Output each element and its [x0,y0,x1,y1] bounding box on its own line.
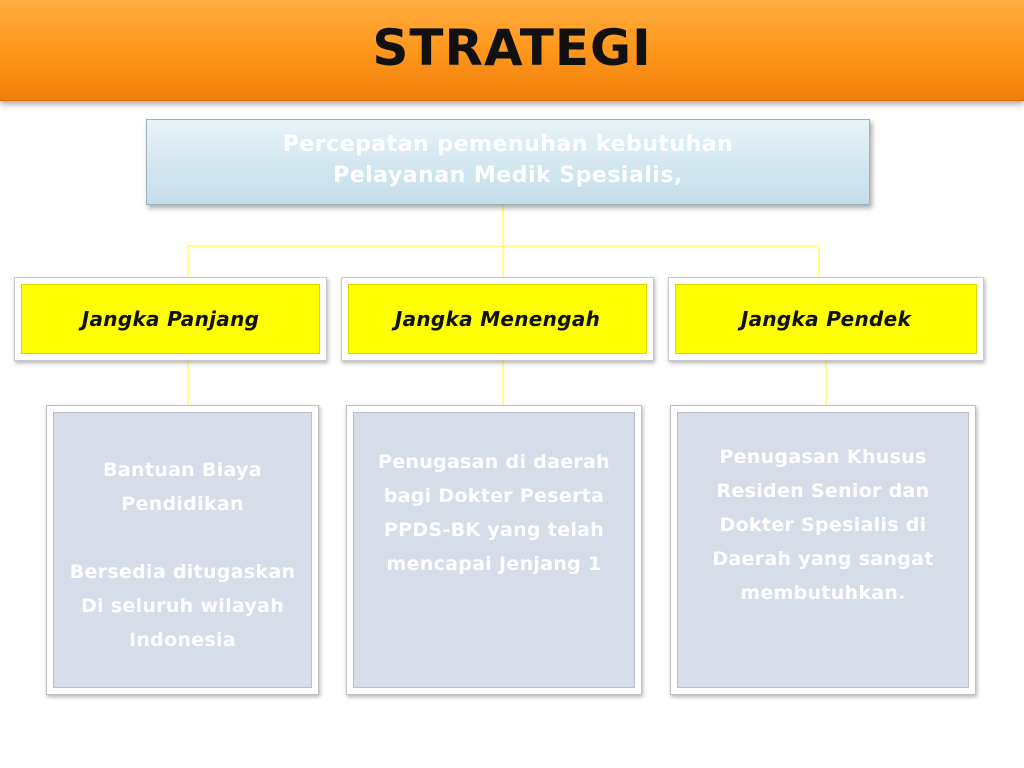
description-line: Di seluruh wilayah [80,595,285,617]
root-node [146,119,870,205]
description-node-medium-term [346,405,642,695]
description-line: Dokter Spesialis di [719,514,927,536]
description-line: membutuhkan. [740,582,906,604]
description-line: Residen Senior dan [716,480,930,502]
root-node-line-1: Percepatan pemenuhan kebutuhan [282,132,734,157]
description-line: bagi Dokter Peserta [383,485,605,507]
description-line: Daerah yang sangat [712,548,934,570]
description-text-short-term [677,412,969,688]
slide-title: STRATEGI [372,19,652,77]
description-line: Pendidikan [121,493,244,515]
category-node-short-term [668,277,984,361]
description-line: PPDS-BK yang telah [383,519,605,541]
category-node-medium-term [341,277,654,361]
description-node-short-term [670,405,976,695]
description-line: Penugasan di daerah [377,451,610,473]
title-bar [0,0,1024,101]
category-label-medium-term: Jangka Menengah [348,284,647,354]
description-line: mencapai Jenjang 1 [386,553,602,575]
category-label-long-term: Jangka Panjang [21,284,320,354]
description-node-long-term [46,405,319,695]
category-label-short-term: Jangka Pendek [675,284,977,354]
category-node-long-term [14,277,327,361]
description-text-medium-term [353,412,635,688]
description-line: Bersedia ditugaskan [69,561,296,583]
root-node-line-2: Pelayanan Medik Spesialis, [333,163,683,188]
description-text-long-term [53,412,312,688]
description-line: Bantuan Biaya [103,459,262,481]
description-line: Penugasan Khusus [719,446,927,468]
description-line: Indonesia [128,629,236,651]
